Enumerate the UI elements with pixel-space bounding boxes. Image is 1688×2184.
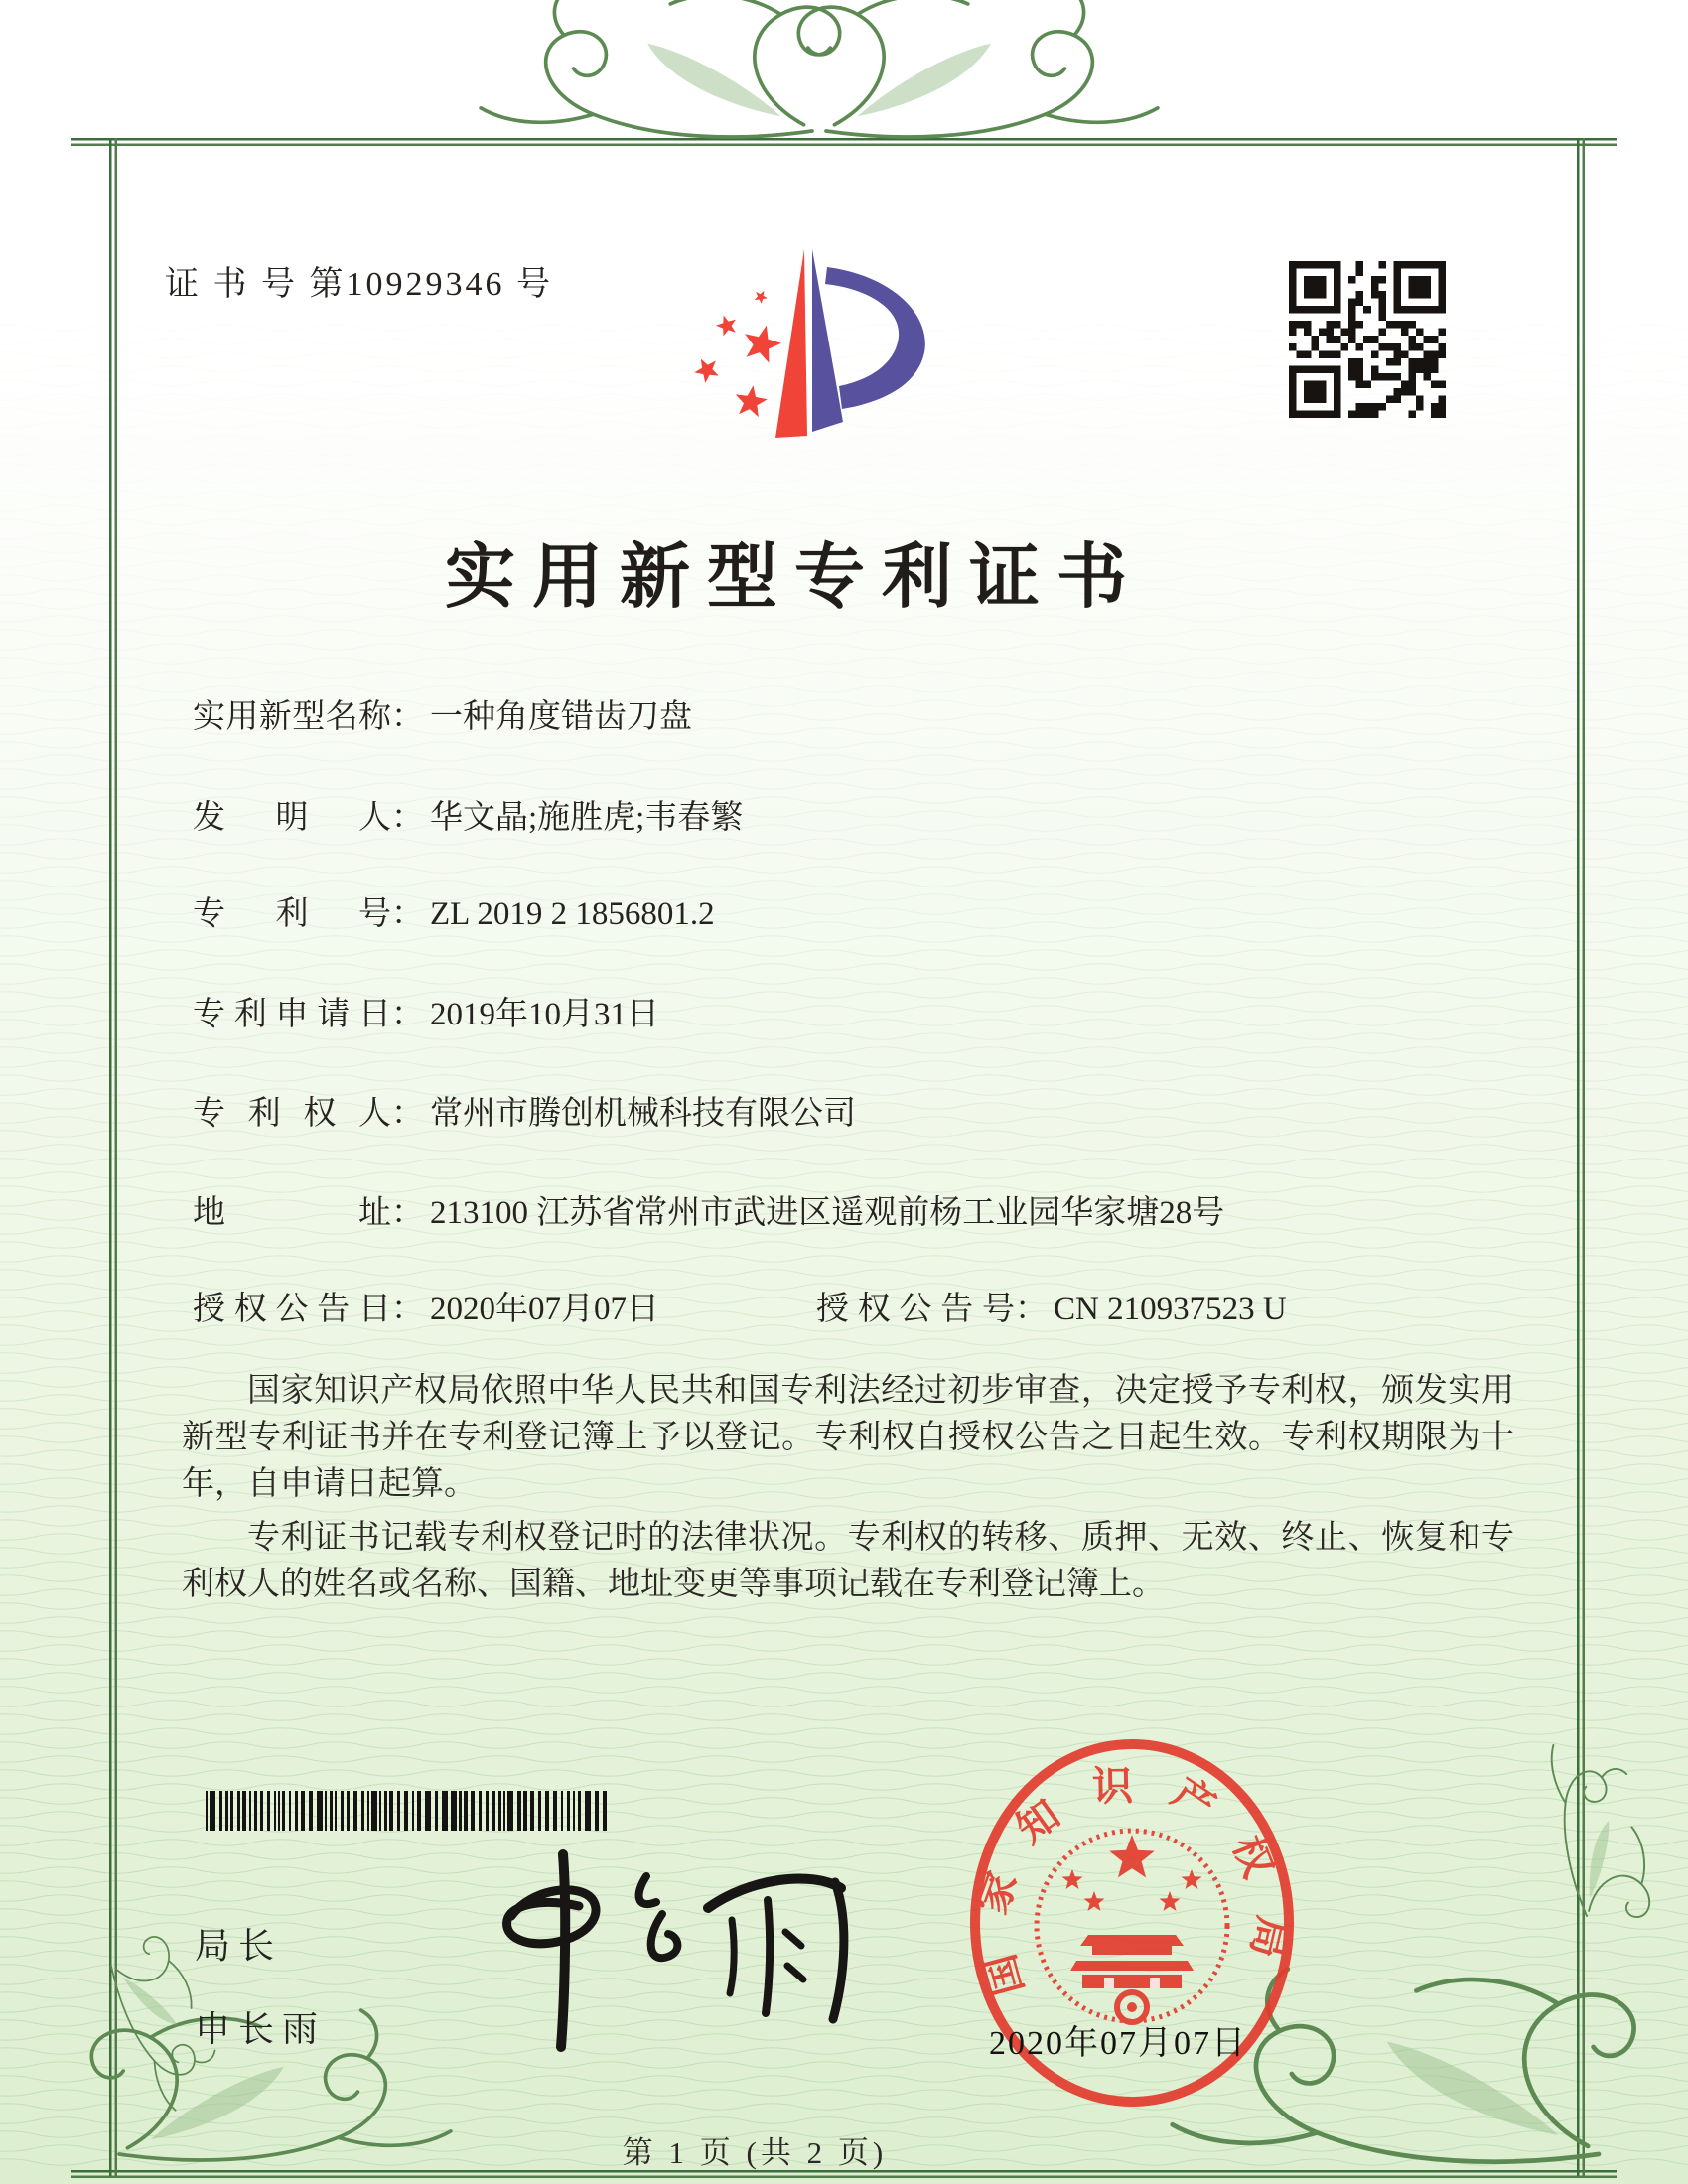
statutory-text	[182, 1368, 1514, 1608]
officer-name: 申长雨	[195, 2008, 327, 2049]
colon: ：	[391, 1292, 424, 1327]
cnipa-logo-icon	[670, 233, 948, 452]
field-value: ZL 2019 2 1856801.2	[430, 896, 715, 932]
qr-code-icon	[1289, 261, 1446, 418]
seal-text: 国家知识产权局	[967, 1762, 1297, 2001]
seal-national-emblem	[1037, 1831, 1227, 2022]
certificate-title: 实用新型专利证书	[444, 539, 1144, 616]
paragraph-register-statement: 专利证书记载专利权登记时的法律状况。专利权的转移、质押、无效、终止、恢复和专利权人的姓名或名称、国籍、地址变更等事项记载在专利登记簿上。	[182, 1520, 1514, 1602]
field-value: 一种角度错齿刀盘	[430, 699, 692, 735]
logo-p-bowl	[825, 267, 925, 409]
logo-stars	[694, 291, 781, 417]
officer-title: 局长	[195, 1925, 283, 1966]
field-label: 授权公告日	[193, 1292, 391, 1327]
colon: ：	[391, 800, 424, 836]
field-value: 常州市腾创机械科技有限公司	[430, 1096, 856, 1132]
field-label: 专利申请日	[193, 997, 391, 1032]
colon: ：	[391, 1096, 424, 1132]
page-number-footer: 第 1 页 (共 2 页)	[622, 2135, 888, 2170]
paragraph-grant-statement: 国家知识产权局依照中华人民共和国专利法经过初步审查，决定授予专利权，颁发实用新型专利证书并在专利登记簿上予以登记。专利权自授权公告之日起生效。专利权期限为十年，自申请日起算。	[182, 1373, 1514, 1502]
colon: ：	[391, 896, 424, 932]
field-label: 地址	[193, 1195, 391, 1231]
barcode	[206, 1791, 617, 1831]
field-label: 实用新型名称	[193, 699, 391, 735]
seal-date: 2020年07月07日	[989, 2025, 1247, 2062]
colon: ：	[391, 699, 424, 735]
certificate-number: 证 书 号 第10929346 号	[165, 266, 553, 303]
field-label: 发明人	[193, 800, 391, 836]
field-value: 华文晶;施胜虎;韦春繁	[430, 800, 744, 836]
field-value: 213100 江苏省常州市武进区遥观前杨工业园华家塘28号	[430, 1195, 1225, 1231]
colon: ：	[391, 1195, 424, 1231]
colon: ：	[1015, 1292, 1048, 1327]
director-signature	[452, 1837, 879, 2085]
field-value: CN 210937523 U	[1054, 1292, 1287, 1327]
field-value: 2019年10月31日	[430, 997, 659, 1032]
field-label: 专利号	[193, 896, 391, 932]
field-label: 专利权人	[193, 1096, 391, 1132]
colon: ：	[391, 997, 424, 1032]
field-value: 2020年07月07日	[430, 1292, 659, 1327]
field-label: 授权公告号	[816, 1292, 1015, 1327]
